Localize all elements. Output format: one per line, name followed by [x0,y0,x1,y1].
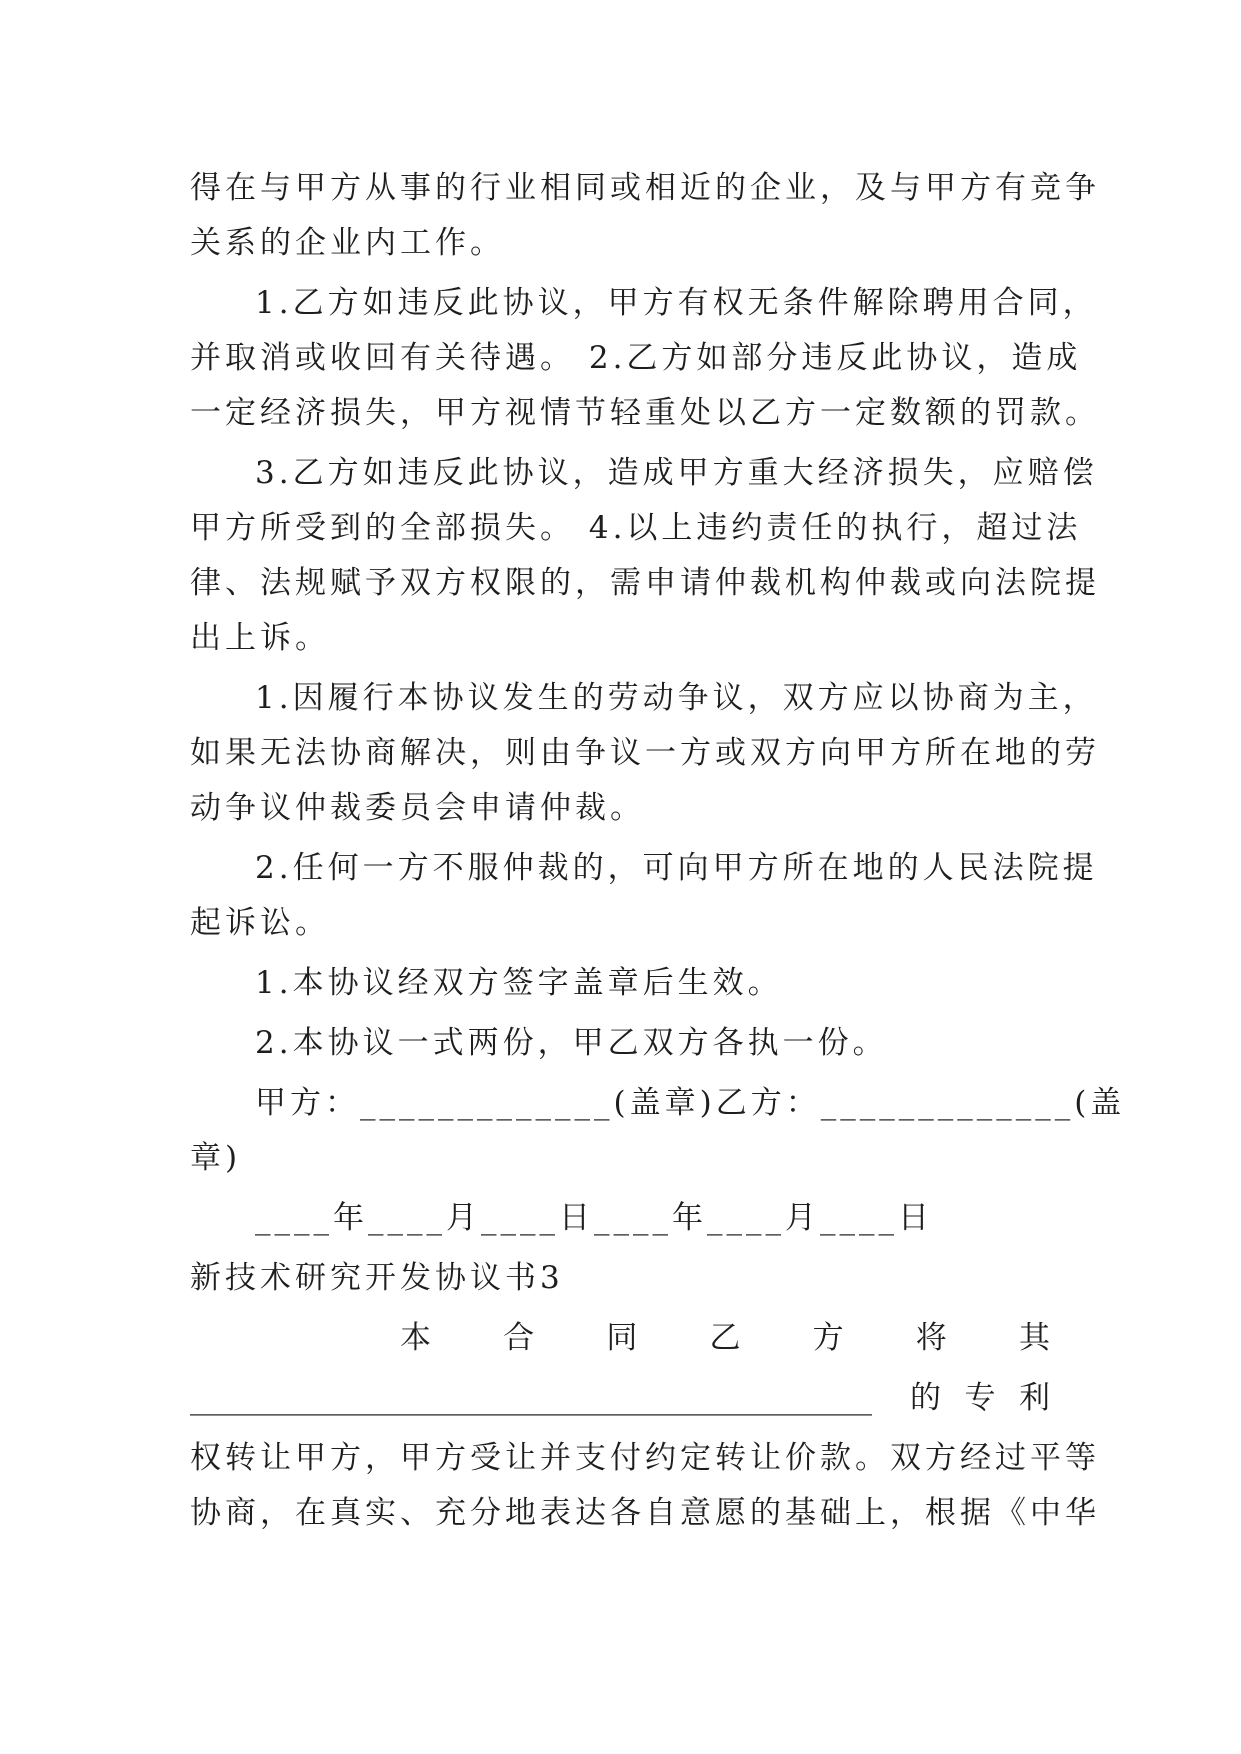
paragraph-line: 动争议仲裁委员会申请仲裁。 [190,790,645,826]
spread-word: 将 [915,1320,947,1356]
clause-line: 3.乙方如违反此协议，造成甲方重大经济损失，应赔偿 [255,455,1098,491]
spread-word: 同 [606,1320,638,1356]
paragraph-line: 起诉讼。 [190,905,330,941]
paragraph-line: 得在与甲方从事的行业相同或相近的企业，及与甲方有竞争 [190,170,1100,206]
date-line: ____年____月____日____年____月____日 [255,1200,933,1236]
paragraph-line: 甲方所受到的全部损失。 4.以上违约责任的执行，超过法 [190,510,1082,546]
paragraph-line: 关系的企业内工作。 [190,225,505,261]
patent-tail-char: 专 [964,1380,996,1416]
signature-line: 甲方：_____________(盖章)乙方：_____________(盖 [255,1085,1126,1121]
section-title: 新技术研究开发协议书3 [190,1260,564,1296]
clause-line: 1.乙方如违反此协议，甲方有权无条件解除聘用合同， [255,285,1098,321]
patent-tail [910,1378,1050,1418]
patent-line [190,1378,1050,1418]
paragraph-line: 律、法规赋予双方权限的，需申请仲裁机构仲裁或向法院提 [190,565,1100,601]
paragraph-line: 权转让甲方，甲方受让并支付约定转让价款。双方经过平等 [190,1440,1100,1476]
spread-word: 本 [400,1320,431,1356]
clause-line: 1.因履行本协议发生的劳动争议，双方应以协商为主， [255,680,1098,716]
patent-tail-char: 的 [910,1380,941,1416]
paragraph-line: 协商，在真实、充分地表达各自意愿的基础上，根据《中华 [190,1495,1100,1531]
paragraph-line: 并取消或收回有关待遇。 2.乙方如部分违反此协议，造成 [190,340,1082,376]
signature-line-continued: 章) [190,1140,242,1176]
spread-word: 方 [812,1320,844,1356]
paragraph-line: 出上诉。 [190,620,330,656]
spread-word: 其 [1018,1320,1050,1356]
patent-tail-char: 利 [1019,1380,1050,1416]
spread-word: 乙 [709,1320,741,1356]
patent-name-blank: ____________________________________________ [190,1380,872,1416]
paragraph-line: 一定经济损失，甲方视情节轻重处以乙方一定数额的罚款。 [190,395,1100,431]
clause-line: 2.本协议一式两份，甲乙双方各执一份。 [255,1025,888,1061]
spread-text-line [400,1318,1050,1358]
paragraph-line: 如果无法协商解决，则由争议一方或双方向甲方所在地的劳 [190,735,1100,771]
clause-line: 2.任何一方不服仲裁的，可向甲方所在地的人民法院提 [255,850,1098,886]
spread-word: 合 [503,1320,535,1356]
clause-line: 1.本协议经双方签字盖章后生效。 [255,965,783,1001]
